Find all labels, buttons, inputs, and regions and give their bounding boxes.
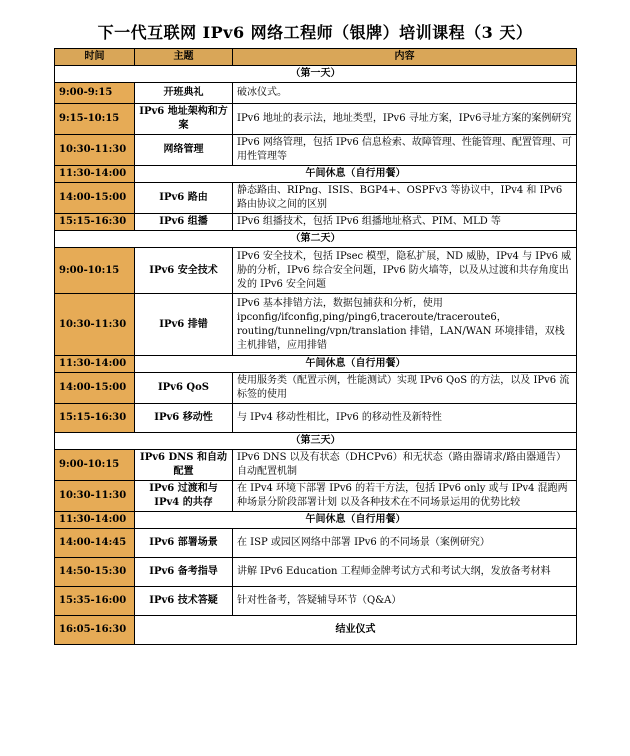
content-cell: 在 IPv4 环境下部署 IPv6 的若干方法，包括 IPv6 only 或与 IPv4 混跑两种场景分阶段部署计划 以及各种技术在不同场景运用的优势比较 [233, 481, 577, 512]
break-row [55, 356, 577, 373]
time-cell: 11:30-14:00 [55, 512, 135, 529]
topic-cell: IPv6 过渡和与 IPv4 的共存 [135, 481, 233, 512]
content-cell: IPv6 基本排错方法，数据包捕获和分析，使用 ipconfig/ifconfig,ping/ping6,traceroute/traceroute6，routing/tunneling/vpn/translation 排错，LAN/WAN 环境排错，双栈主机排错，应用排错 [233, 294, 577, 356]
time-cell: 15:15-16:30 [55, 214, 135, 231]
content-cell: IPv6 安全技术，包括 IPsec 模型，隐私扩展，ND 威胁，IPv4 与 IPv6 威胁的分析，IPv6 综合安全问题，IPv6 防火墙等，以及从过渡和共存角度出发的 IPv6 安全问题 [233, 248, 577, 294]
header-time: 时间 [55, 49, 135, 66]
break-label: 午间休息（自行用餐） [135, 356, 577, 373]
break-row [55, 616, 577, 645]
time-cell: 14:50-15:30 [55, 558, 135, 587]
time-cell: 16:05-16:30 [55, 616, 135, 645]
time-cell: 14:00-14:45 [55, 529, 135, 558]
topic-cell: IPv6 组播 [135, 214, 233, 231]
topic-cell: IPv6 技术答疑 [135, 587, 233, 616]
header-topic: 主题 [135, 49, 233, 66]
time-cell: 9:00-9:15 [55, 83, 135, 104]
table-row [55, 529, 577, 558]
time-cell: 15:15-16:30 [55, 404, 135, 433]
break-label: 午间休息（自行用餐） [135, 166, 577, 183]
day-header-row [55, 433, 577, 450]
topic-cell: 网络管理 [135, 135, 233, 166]
day-label: （第一天） [55, 66, 577, 83]
table-row [55, 558, 577, 587]
day-header-row [55, 231, 577, 248]
content-cell: 与 IPv4 移动性相比，IPv6 的移动性及新特性 [233, 404, 577, 433]
table-row [55, 481, 577, 512]
topic-cell: IPv6 备考指导 [135, 558, 233, 587]
time-cell: 9:00-10:15 [55, 248, 135, 294]
topic-cell: IPv6 安全技术 [135, 248, 233, 294]
topic-cell: IPv6 部署场景 [135, 529, 233, 558]
topic-cell: IPv6 QoS [135, 373, 233, 404]
page-title: 下一代互联网 IPv6 网络工程师（银牌）培训课程（3 天） [97, 23, 533, 42]
topic-cell: IPv6 移动性 [135, 404, 233, 433]
schedule-body [55, 49, 577, 645]
time-cell: 14:00-15:00 [55, 373, 135, 404]
table-row [55, 450, 577, 481]
time-cell: 10:30-11:30 [55, 481, 135, 512]
day-label: （第三天） [55, 433, 577, 450]
header-content: 内容 [233, 49, 577, 66]
content-cell: 使用服务类（配置示例，性能测试）实现 IPv6 QoS 的方法，以及 IPv6 流标签的使用 [233, 373, 577, 404]
topic-cell: IPv6 路由 [135, 183, 233, 214]
content-cell: IPv6 DNS 以及有状态（DHCPv6）和无状态（路由器请求/路由器通告）自动配置机制 [233, 450, 577, 481]
break-label: 结业仪式 [135, 616, 577, 645]
content-cell: 破冰仪式。 [233, 83, 577, 104]
content-cell: IPv6 地址的表示法，地址类型，IPv6 寻址方案，IPv6寻址方案的案例研究 [233, 104, 577, 135]
table-row [55, 183, 577, 214]
content-cell: IPv6 组播技术，包括 IPv6 组播地址格式、PIM、MLD 等 [233, 214, 577, 231]
time-cell: 11:30-14:00 [55, 356, 135, 373]
topic-cell: 开班典礼 [135, 83, 233, 104]
table-row [55, 83, 577, 104]
table-row [55, 404, 577, 433]
time-cell: 10:30-11:30 [55, 135, 135, 166]
content-cell: 静态路由、RIPng、ISIS、BGP4+、OSPFv3 等协议中，IPv4 和 IPv6 路由协议之间的区别 [233, 183, 577, 214]
content-cell: 针对性备考，答疑辅导环节（Q&A） [233, 587, 577, 616]
content-cell: 在 ISP 或园区网络中部署 IPv6 的不同场景（案例研究） [233, 529, 577, 558]
content-cell: 讲解 IPv6 Education 工程师金牌考试方式和考试大纲，发放备考材料 [233, 558, 577, 587]
table-row [55, 214, 577, 231]
time-cell: 14:00-15:00 [55, 183, 135, 214]
break-row [55, 166, 577, 183]
time-cell: 15:35-16:00 [55, 587, 135, 616]
table-row [55, 294, 577, 356]
schedule-table [54, 48, 577, 645]
table-row [55, 104, 577, 135]
break-row [55, 512, 577, 529]
day-label: （第二天） [55, 231, 577, 248]
table-row [55, 135, 577, 166]
table-row [55, 373, 577, 404]
content-cell: IPv6 网络管理，包括 IPv6 信息检索、故障管理、性能管理、配置管理、可用性管理等 [233, 135, 577, 166]
table-row [55, 587, 577, 616]
time-cell: 11:30-14:00 [55, 166, 135, 183]
time-cell: 9:00-10:15 [55, 450, 135, 481]
time-cell: 9:15-10:15 [55, 104, 135, 135]
day-header-row [55, 66, 577, 83]
topic-cell: IPv6 排错 [135, 294, 233, 356]
table-header-row [55, 49, 577, 66]
table-row [55, 248, 577, 294]
time-cell: 10:30-11:30 [55, 294, 135, 356]
topic-cell: IPv6 DNS 和自动配置 [135, 450, 233, 481]
topic-cell: IPv6 地址架构和方案 [135, 104, 233, 135]
break-label: 午间休息（自行用餐） [135, 512, 577, 529]
